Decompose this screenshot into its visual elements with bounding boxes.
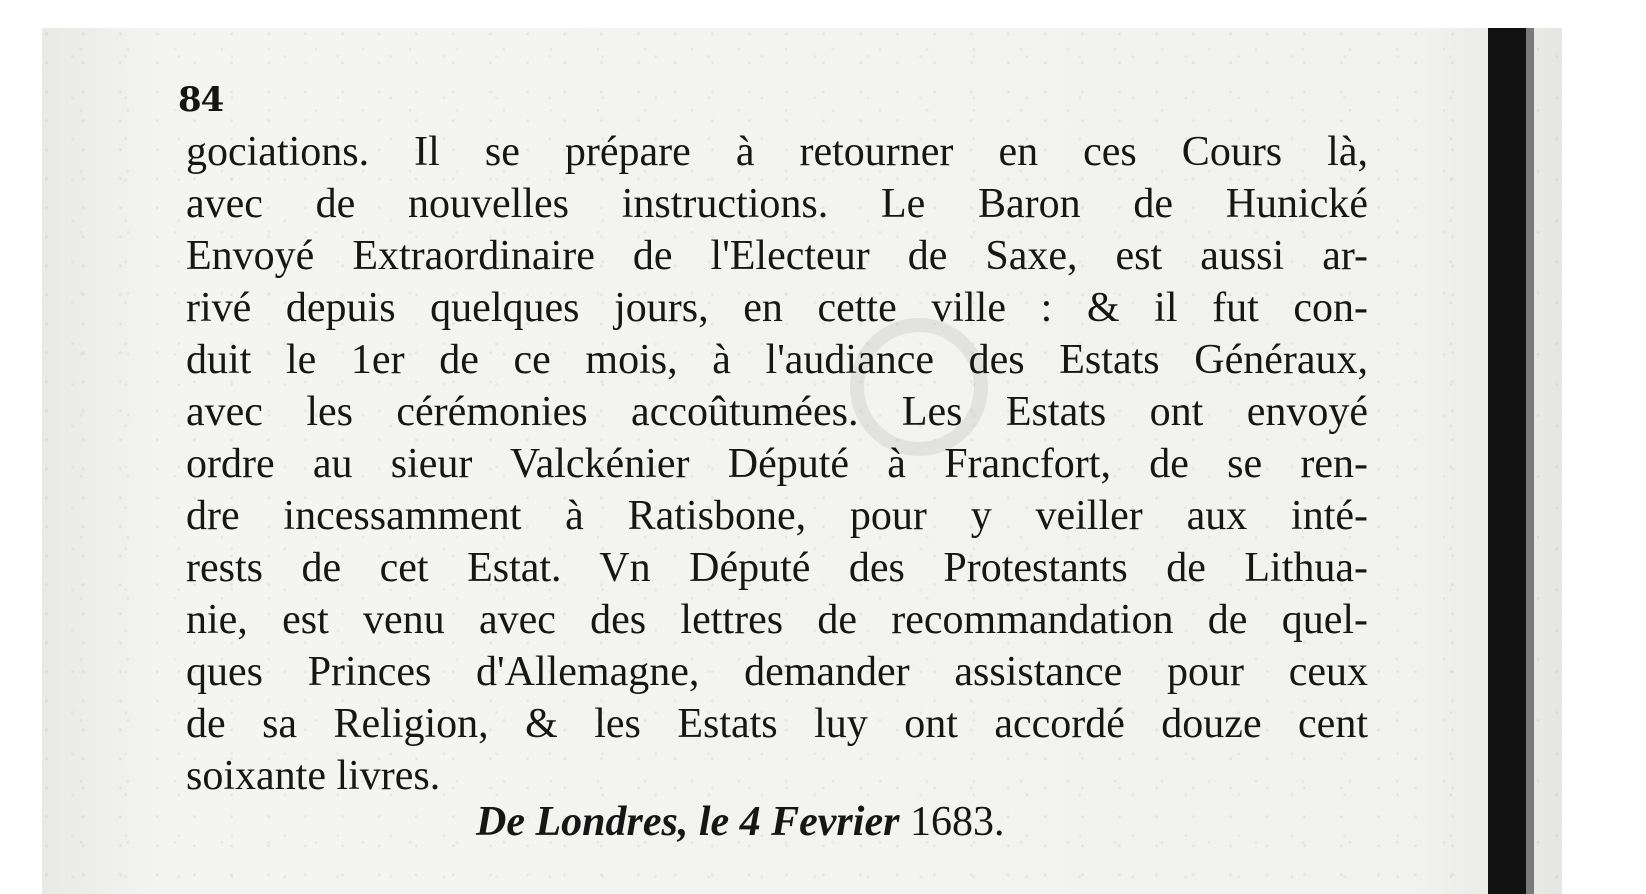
text-line: de sa Religion, & les Estats luy ont accordé douze cent xyxy=(186,701,1368,747)
text-line: Envoyé Extraordinaire de l'Electeur de Saxe, est aussi ar- xyxy=(186,233,1368,279)
text-line: gociations. Il se prépare à retourner en ces Cours là, xyxy=(186,129,1368,175)
body-text xyxy=(186,126,1368,802)
page-number: 84 xyxy=(178,80,224,120)
text-line: avec de nouvelles instructions. Le Baron de Hunické xyxy=(186,181,1368,227)
text-line: dre incessamment à Ratisbone, pour y veiller aux inté- xyxy=(186,493,1368,539)
text-line: rivé depuis quelques jours, en cette ville : & il fut con- xyxy=(186,285,1368,331)
page-edge-highlight xyxy=(1526,28,1534,894)
dateline-text: De Londres, le 4 Fevrier xyxy=(476,799,900,845)
text-line: ordre au sieur Valckénier Député à Francfort, de se ren- xyxy=(186,441,1368,487)
text-line: rests de cet Estat. Vn Député des Protestants de Lithua- xyxy=(186,545,1368,591)
dateline-year: 1683. xyxy=(909,799,1005,845)
text-line: soixante livres. xyxy=(186,753,441,799)
page-edge-shadow xyxy=(1488,28,1526,894)
text-line: nie, est venu avec des lettres de recommandation de quel- xyxy=(186,597,1368,643)
text-line: duit le 1er de ce mois, à l'audiance des Estats Généraux, xyxy=(186,337,1368,383)
text-line: ques Princes d'Allemagne, demander assistance pour ceux xyxy=(186,649,1368,695)
dateline xyxy=(476,798,1004,846)
text-line: avec les cérémonies accoûtumées. Les Estats ont envoyé xyxy=(186,389,1368,435)
